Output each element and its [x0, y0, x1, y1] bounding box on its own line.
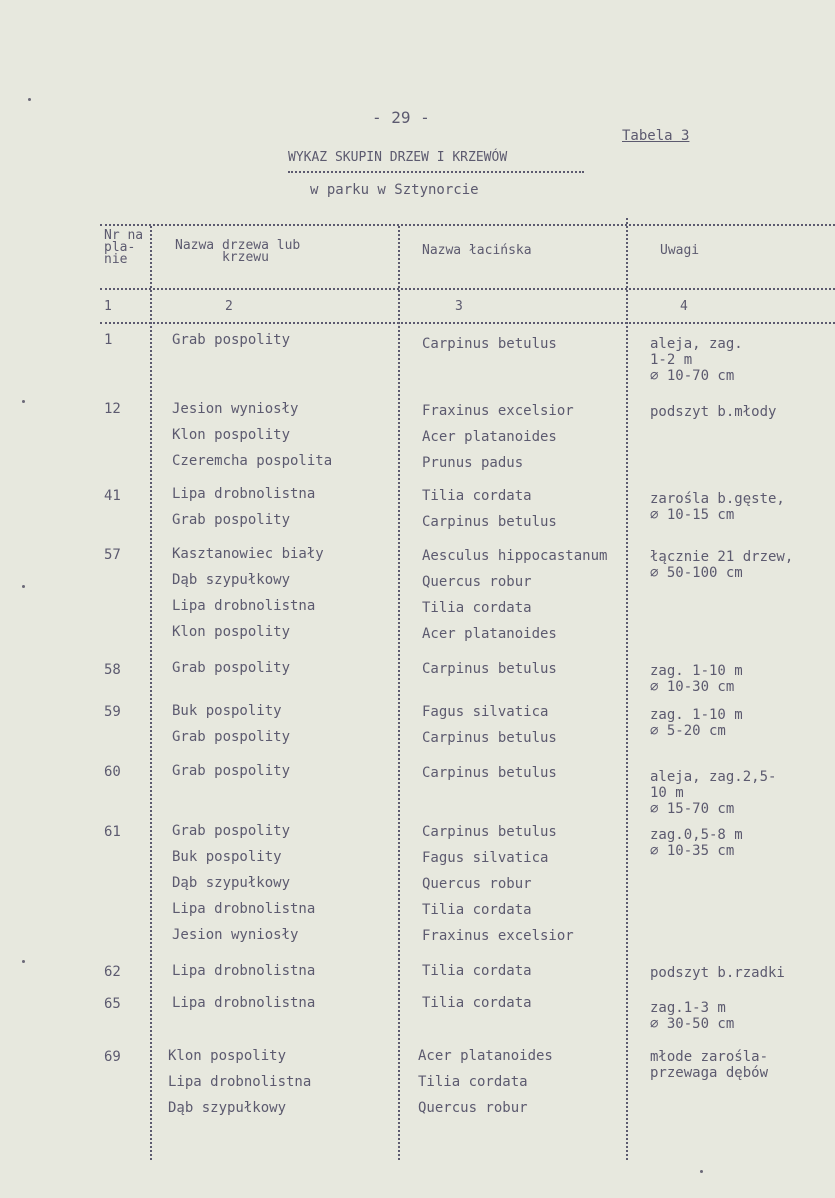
- polish-name: Grab pospolity: [172, 660, 291, 676]
- row-number: 58: [104, 662, 121, 678]
- latin-name: Carpinus betulus: [422, 661, 557, 677]
- latin-name: Tilia cordata Carpinus betulus: [422, 488, 557, 530]
- notes: podszyt b.młody: [650, 404, 777, 420]
- page-number: - 29 -: [372, 108, 430, 127]
- margin-mark: [22, 585, 25, 588]
- polish-name: Grab pospolity: [172, 763, 291, 779]
- notes: zag.1-3 m ∅ 30-50 cm: [650, 1000, 735, 1032]
- header-notes: Uwagi: [660, 243, 700, 258]
- column-number-rule: [100, 322, 835, 324]
- polish-name: Jesion wyniosły Klon pospolity Czeremcha pospolita: [172, 401, 333, 469]
- table-label: Tabela 3: [622, 128, 690, 144]
- column-number: 1: [104, 299, 112, 314]
- row-number: 57: [104, 547, 121, 563]
- latin-name: Fraxinus excelsior Acer platanoides Prunus padus: [422, 403, 574, 471]
- header-latin-name: Nazwa łacińska: [422, 243, 532, 258]
- column-divider-2: [398, 226, 400, 1160]
- column-number: 2: [225, 299, 233, 314]
- latin-name: Carpinus betulus Fagus silvatica Quercus robur Tilia cordata Fraxinus excelsior: [422, 824, 574, 944]
- notes: aleja, zag.2,5- 10 m ∅ 15-70 cm: [650, 769, 777, 817]
- row-number: 60: [104, 764, 121, 780]
- table-top-rule: [100, 224, 835, 226]
- header-polish-name: Nazwa drzewa lub krzewu: [175, 238, 301, 265]
- polish-name: Klon pospolity Lipa drobnolistna Dąb szypułkowy: [168, 1048, 312, 1116]
- polish-name: Lipa drobnolistna: [172, 995, 316, 1011]
- title-underline: [288, 171, 584, 173]
- row-number: 65: [104, 996, 121, 1012]
- notes: zarośla b.gęste, ∅ 10-15 cm: [650, 491, 785, 523]
- notes: zag.0,5-8 m ∅ 10-35 cm: [650, 827, 743, 859]
- polish-name: Lipa drobnolistna Grab pospolity: [172, 486, 316, 528]
- document-subtitle: w parku w Sztynorcie: [310, 182, 479, 198]
- notes: zag. 1-10 m ∅ 10-30 cm: [650, 663, 743, 695]
- document-title: WYKAZ SKUPIN DRZEW I KRZEWÓW: [288, 150, 508, 165]
- notes: zag. 1-10 m ∅ 5-20 cm: [650, 707, 743, 739]
- polish-name: Lipa drobnolistna: [172, 963, 316, 979]
- column-number: 3: [455, 299, 463, 314]
- notes: łącznie 21 drzew, ∅ 50-100 cm: [650, 549, 794, 581]
- margin-mark: [700, 1170, 703, 1173]
- margin-mark: [28, 98, 31, 101]
- polish-name: Kasztanowiec biały Dąb szypułkowy Lipa drobnolistna Klon pospolity: [172, 546, 324, 640]
- header-bottom-rule: [100, 288, 835, 290]
- row-number: 69: [104, 1049, 121, 1065]
- header-nr: Nr na pla- nie: [104, 228, 144, 267]
- latin-name: Tilia cordata: [422, 995, 532, 1011]
- latin-name: Fagus silvatica Carpinus betulus: [422, 704, 557, 746]
- polish-name: Grab pospolity: [172, 332, 291, 348]
- notes: aleja, zag. 1-2 m ∅ 10-70 cm: [650, 336, 743, 384]
- row-number: 1: [104, 332, 113, 348]
- notes: podszyt b.rzadki: [650, 965, 785, 981]
- column-divider-3: [626, 218, 628, 1160]
- row-number: 12: [104, 401, 121, 417]
- margin-mark: [22, 400, 25, 403]
- row-number: 62: [104, 964, 121, 980]
- latin-name: Acer platanoides Tilia cordata Quercus robur: [418, 1048, 553, 1116]
- polish-name: Buk pospolity Grab pospolity: [172, 703, 291, 745]
- latin-name: Aesculus hippocastanum Quercus robur Tilia cordata Acer platanoides: [422, 548, 608, 642]
- notes: młode zarośla- przewaga dębów: [650, 1049, 769, 1081]
- row-number: 61: [104, 824, 121, 840]
- margin-mark: [22, 960, 25, 963]
- column-divider-1: [150, 226, 152, 1160]
- latin-name: Carpinus betulus: [422, 336, 557, 352]
- column-number: 4: [680, 299, 688, 314]
- polish-name: Grab pospolity Buk pospolity Dąb szypułkowy Lipa drobnolistna Jesion wyniosły: [172, 823, 316, 943]
- latin-name: Tilia cordata: [422, 963, 532, 979]
- row-number: 41: [104, 488, 121, 504]
- latin-name: Carpinus betulus: [422, 765, 557, 781]
- row-number: 59: [104, 704, 121, 720]
